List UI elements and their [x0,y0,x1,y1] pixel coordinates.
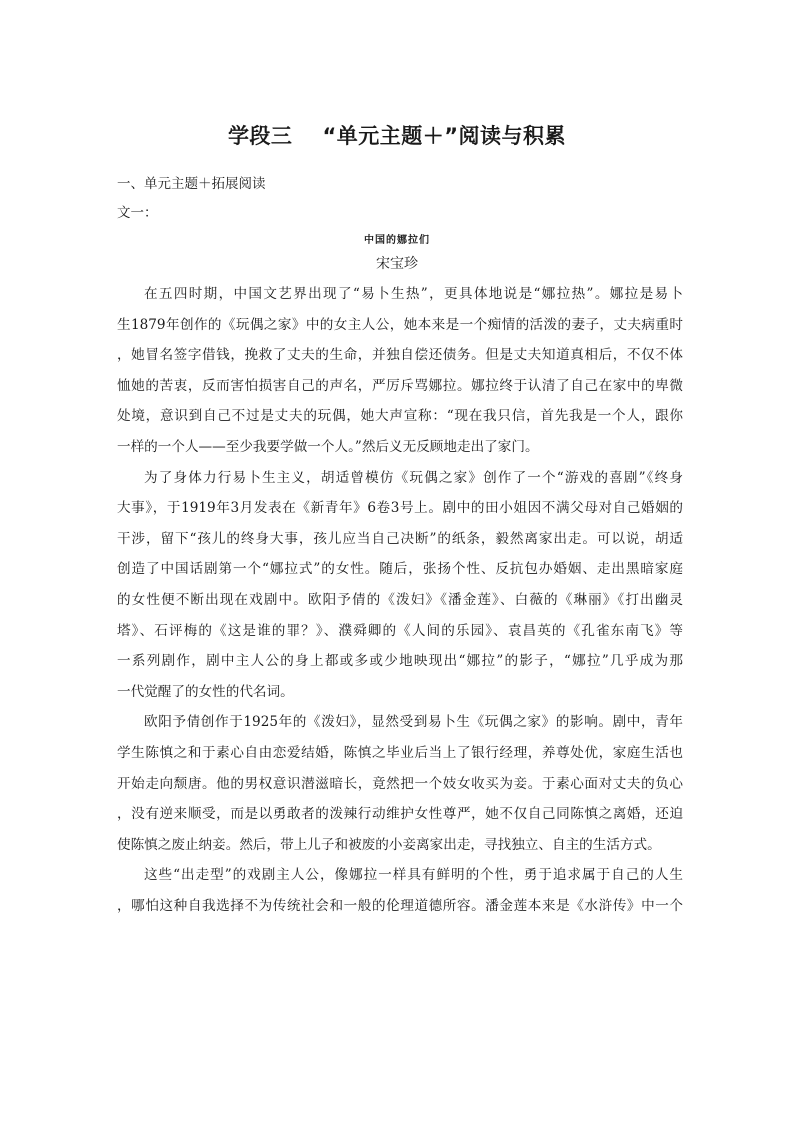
text-line: 生1879年创作的《玩偶之家》中的女主人公，她本来是一个痴情的活泼的妻子，丈夫病重时 [117,316,683,333]
article-title: 中国的娜拉们 [364,235,430,246]
text-line: ，没有逆来顺受，而是以勇敢者的泼辣行动维护女性尊严，她不仅自己同陈慎之离婚，还迫 [117,806,683,823]
paragraph [117,463,683,708]
text-line: 这些“出走型”的戏剧主人公，像娜拉一样具有鲜明的个性，勇于追求属于自己的人生 [144,867,683,884]
page-title-right: “单元主题＋”阅读与积累 [322,124,567,148]
paragraph [117,707,683,860]
text-line: 使陈慎之废止纳妾。然后，带上儿子和被废的小妾离家出走，寻找独立、自主的生活方式。 [117,836,661,853]
text-line: 的女性便不断出现在戏剧中。欧阳予倩的《泼妇》《潘金莲》、白薇的《琳丽》《打出幽灵 [117,591,683,608]
text-line: 塔》、石评梅的《这是谁的罪？》、濮舜卿的《人间的乐园》、袁昌英的《孔雀东南飞》等 [117,622,683,639]
article-author: 宋宝珍 [376,256,418,272]
text-line: 处境，意识到自己不过是丈夫的玩偶，她大声宣称：“现在我只信，首先我是一个人，跟你 [117,408,683,425]
text-line: 干涉，留下“孩儿的终身大事，孩儿应当自己决断”的纸条，毅然离家出走。可以说，胡适 [117,530,683,547]
text-line: 开始走向颓唐。他的男权意识潜滋暗长，竟然把一个妓女收买为妾。于素心面对丈夫的负心 [117,775,683,792]
text-line: 一系列剧作，剧中主人公的身上都或多或少地映现出“娜拉”的影子，“娜拉”几乎成为那 [117,653,683,670]
page-title [0,120,794,150]
text-label: 文一： [117,205,158,221]
text-line: 大事》，于1919年3月发表在《新青年》6卷3号上。剧中的田小姐因不满父母对自己婚姻的 [117,500,683,517]
text-line: 欧阳予倩创作于1925年的《泼妇》，显然受到易卜生《玩偶之家》的影响。剧中，青年 [144,714,683,731]
text-line: 在五四时期，中国文艺界出现了“易卜生热”，更具体地说是“娜拉热”。娜拉是易卜 [144,286,683,302]
text-line: 创造了中国话剧第一个“娜拉式”的女性。随后，张扬个性、反抗包办婚姻、走出黑暗家庭 [117,561,683,578]
page-title-left: 学段三 [227,124,293,148]
text-line: 一代觉醒了的女性的代名词。 [117,683,294,700]
text-line: 学生陈慎之和于素心自由恋爱结婚，陈慎之毕业后当上了银行经理，养尊处优，家庭生活也 [117,744,683,761]
paragraph [117,279,683,463]
text-line: 为了身体力行易卜生主义，胡适曾模仿《玩偶之家》创作了一个“游戏的喜剧”《终身 [144,469,683,486]
text-line: ，哪怕这种自我选择不为传统社会和一般的伦理道德所容。潘金莲本来是《水浒传》中一个 [117,897,683,914]
section-heading: 一、单元主题＋拓展阅读 [117,176,266,192]
text-line: ，她冒名签字借钱，挽救了丈夫的生命，并独自偿还债务。但是丈夫知道真相后，不仅不体 [117,347,683,364]
paragraph [117,860,683,921]
text-line: 一样的一个人——至少我要学做一个人。”然后义无反顾地走出了家门。 [117,438,539,455]
text-line: 恤她的苦衷，反而害怕损害自己的声名，严厉斥骂娜拉。娜拉终于认清了自己在家中的卑微 [117,377,683,394]
article-body [117,279,683,921]
